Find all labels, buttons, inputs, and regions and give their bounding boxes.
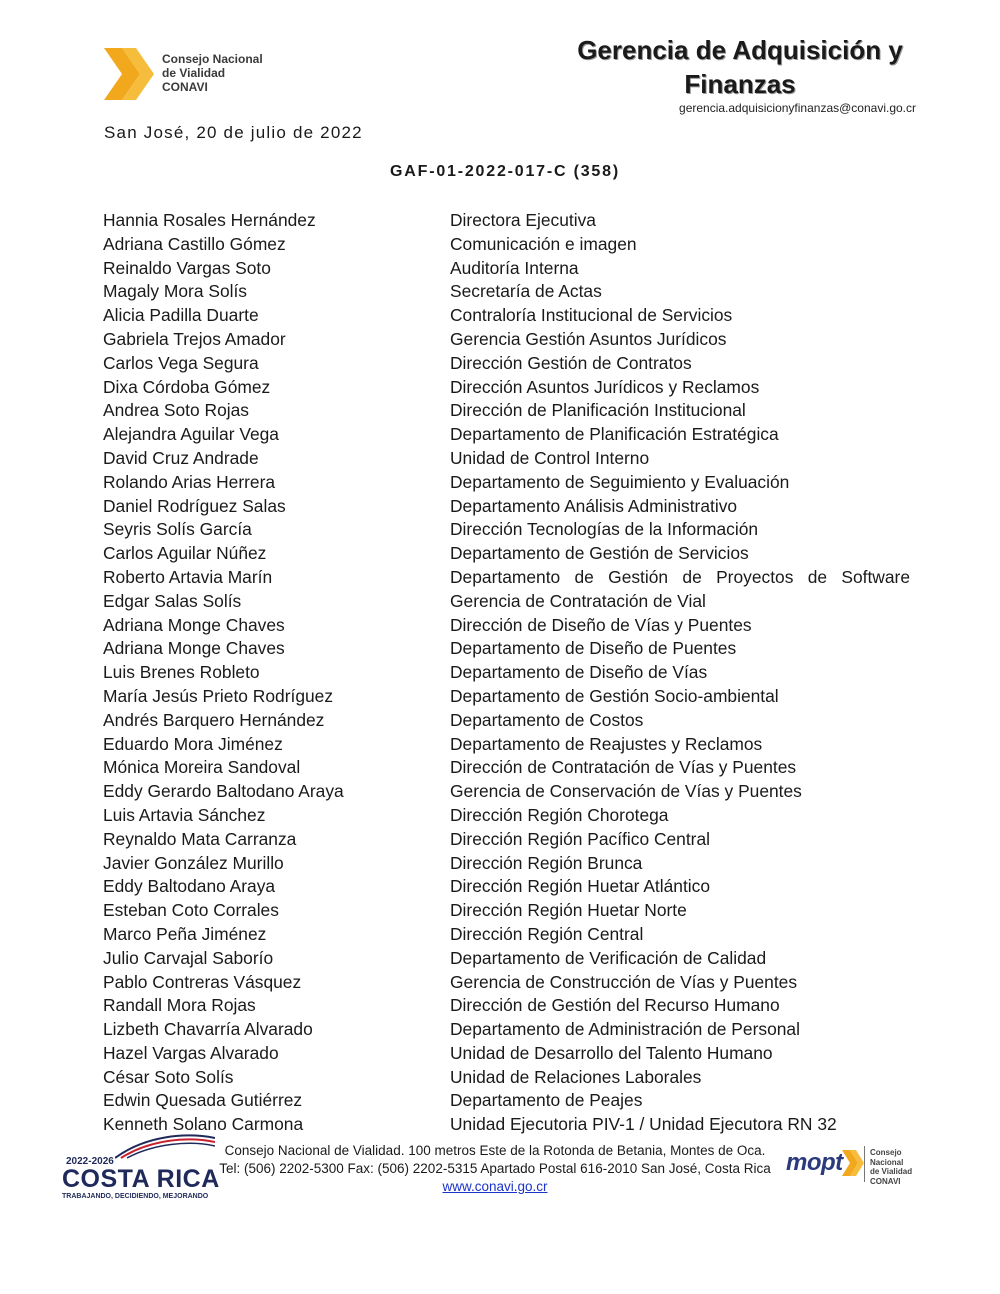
recipient-position: Unidad Ejecutoria PIV-1 / Unidad Ejecutora RN 32 xyxy=(450,1114,837,1135)
cr-name: COSTA RICA xyxy=(62,1165,220,1193)
logo-line: Consejo Nacional xyxy=(162,52,263,66)
recipient-name: Hazel Vargas Alvarado xyxy=(103,1042,279,1063)
recipient-name: Hannia Rosales Hernández xyxy=(103,210,316,230)
cr-tagline: TRABAJANDO, DECIDIENDO, MEJORANDO xyxy=(62,1193,209,1200)
recipient-row xyxy=(103,1066,913,1090)
conavi-chevron-icon xyxy=(100,44,160,104)
recipient-row xyxy=(103,566,913,590)
recipient-name: Andrea Soto Rojas xyxy=(103,400,249,421)
recipient-position: Departamento de Gestión de Servicios xyxy=(450,543,749,564)
recipient-row xyxy=(103,352,913,376)
recipient-row xyxy=(103,328,913,352)
recipient-name: Kenneth Solano Carmona xyxy=(103,1114,304,1135)
recipient-name: Alicia Padilla Duarte xyxy=(103,305,259,326)
recipient-position: Gerencia de Contratación de Vial xyxy=(450,590,706,611)
recipient-position: Dirección Región Huetar Atlántico xyxy=(450,876,711,897)
recipient-row xyxy=(103,233,913,257)
recipient-position: Auditoría Interna xyxy=(450,257,579,278)
reference-number: GAF-01-2022-017-C (358) xyxy=(390,163,620,180)
recipient-position: Secretaría de Actas xyxy=(450,281,602,302)
recipient-name: Eddy Baltodano Araya xyxy=(103,876,276,897)
recipient-name: Gabriela Trejos Amador xyxy=(103,328,286,349)
recipient-position: Dirección de Diseño de Vías y Puentes xyxy=(450,614,752,635)
recipient-name: María Jesús Prieto Rodríguez xyxy=(103,685,334,706)
recipient-name: Eduardo Mora Jiménez xyxy=(103,733,283,754)
recipient-name: Adriana Monge Chaves xyxy=(103,638,285,659)
recipient-position: Dirección de Planificación Institucional xyxy=(450,400,746,421)
recipient-row xyxy=(103,376,913,400)
recipient-row xyxy=(103,257,913,281)
recipient-row xyxy=(103,447,913,471)
recipient-name: Javier González Murillo xyxy=(103,852,284,873)
cr-years: 2022-2026 xyxy=(66,1156,114,1167)
logo-line: CONAVI xyxy=(162,80,208,94)
recipient-name: Roberto Artavia Marín xyxy=(103,566,273,587)
recipient-position: Departamento de Reajustes y Reclamos xyxy=(450,733,763,754)
recipient-position: Dirección Región Chorotega xyxy=(450,804,669,825)
recipient-name: Pablo Contreras Vásquez xyxy=(103,971,302,992)
recipient-row xyxy=(103,1018,913,1042)
recipient-row xyxy=(103,661,913,685)
recipient-name: Luis Artavia Sánchez xyxy=(103,804,266,825)
recipient-row xyxy=(103,709,913,733)
recipient-position: Dirección Asuntos Jurídicos y Reclamos xyxy=(450,376,760,397)
recipient-row xyxy=(103,280,913,304)
footer-address xyxy=(210,1142,780,1196)
recipient-position: Dirección de Contratación de Vías y Puentes xyxy=(450,757,797,778)
logo-line: de Vialidad xyxy=(162,66,226,80)
recipient-row xyxy=(103,590,913,614)
mopt-conavi-text xyxy=(870,1148,936,1186)
recipient-position: Departamento de Seguimiento y Evaluación xyxy=(450,471,790,492)
recipient-row xyxy=(103,304,913,328)
recipient-row xyxy=(103,614,913,638)
recipient-position: Dirección de Gestión del Recurso Humano xyxy=(450,995,780,1016)
recipient-name: Marco Peña Jiménez xyxy=(103,923,267,944)
recipient-name: David Cruz Andrade xyxy=(103,447,259,468)
conavi-logo-text xyxy=(162,52,263,94)
conavi-chevron-icon xyxy=(842,1148,866,1178)
mopt-divider xyxy=(864,1146,865,1182)
recipient-row xyxy=(103,1113,913,1137)
recipient-name: Daniel Rodríguez Salas xyxy=(103,495,286,516)
recipient-row xyxy=(103,471,913,495)
recipient-position: Departamento de Peajes xyxy=(450,1090,643,1111)
conavi-logo xyxy=(100,44,270,104)
recipient-row xyxy=(103,756,913,780)
recipient-row xyxy=(103,852,913,876)
recipient-position: Departamento de Gestión de Proyectos de Software xyxy=(450,566,910,587)
recipient-name: Rolando Arias Herrera xyxy=(103,471,276,492)
recipient-row xyxy=(103,637,913,661)
recipient-name: Seyris Solís García xyxy=(103,519,252,540)
footer-address-line: Consejo Nacional de Vialidad. 100 metros Este de la Rotonda de Betania, Montes de Oca. xyxy=(224,1143,766,1158)
recipient-name: Reinaldo Vargas Soto xyxy=(103,257,271,278)
recipient-position: Dirección Tecnologías de la Información xyxy=(450,519,759,540)
department-email[interactable]: gerencia.adquisicionyfinanzas@conavi.go.cr xyxy=(679,101,916,115)
letter-date: San José, 20 de julio de 2022 xyxy=(104,123,363,142)
recipient-row xyxy=(103,542,913,566)
recipient-name: Eddy Gerardo Baltodano Araya xyxy=(103,781,344,802)
recipient-position: Dirección Región Huetar Norte xyxy=(450,900,687,921)
recipient-name: Magaly Mora Solís xyxy=(103,281,248,302)
recipient-row xyxy=(103,994,913,1018)
recipient-row xyxy=(103,899,913,923)
mopt-logo xyxy=(786,1146,936,1186)
recipient-name: Adriana Monge Chaves xyxy=(103,614,285,635)
recipient-row xyxy=(103,780,913,804)
recipient-name: Adriana Castillo Gómez xyxy=(103,233,286,254)
department-title xyxy=(530,33,950,101)
recipient-name: Esteban Coto Corrales xyxy=(103,900,279,921)
recipient-name: Edgar Salas Solís xyxy=(103,590,242,611)
recipient-row xyxy=(103,518,913,542)
recipient-name: Andrés Barquero Hernández xyxy=(103,709,325,730)
website-link[interactable]: www.conavi.go.cr xyxy=(442,1179,548,1194)
recipient-position: Dirección Región Central xyxy=(450,923,644,944)
recipient-row xyxy=(103,875,913,899)
recipient-row xyxy=(103,828,913,852)
recipient-row xyxy=(103,733,913,757)
recipient-position: Comunicación e imagen xyxy=(450,233,637,254)
recipient-row xyxy=(103,423,913,447)
recipient-name: César Soto Solís xyxy=(103,1066,234,1087)
recipient-row xyxy=(103,495,913,519)
recipient-position: Gerencia de Conservación de Vías y Puentes xyxy=(450,781,802,802)
recipient-row xyxy=(103,399,913,423)
recipient-position: Unidad de Control Interno xyxy=(450,447,650,468)
recipient-name: Carlos Vega Segura xyxy=(103,352,259,373)
footer-address-line: Tel: (506) 2202-5300 Fax: (506) 2202-5315 Apartado Postal 616-2010 San José, Costa Rica xyxy=(219,1161,771,1176)
recipient-position: Directora Ejecutiva xyxy=(450,210,596,230)
recipient-position: Gerencia Gestión Asuntos Jurídicos xyxy=(450,328,727,349)
recipient-position: Departamento de Verificación de Calidad xyxy=(450,947,767,968)
recipient-position: Dirección Región Brunca xyxy=(450,852,643,873)
recipient-row xyxy=(103,971,913,995)
recipient-position: Departamento de Diseño de Vías xyxy=(450,662,708,683)
recipient-row xyxy=(103,209,913,233)
recipient-name: Mónica Moreira Sandoval xyxy=(103,757,301,778)
recipient-name: Dixa Córdoba Gómez xyxy=(103,376,271,397)
recipient-position: Gerencia de Construcción de Vías y Puentes xyxy=(450,971,798,992)
recipient-row xyxy=(103,804,913,828)
mopt-line: CONAVI xyxy=(870,1176,901,1186)
recipient-name: Julio Carvajal Saborío xyxy=(103,947,274,968)
recipient-row xyxy=(103,923,913,947)
recipient-name: Lizbeth Chavarría Alvarado xyxy=(103,1019,313,1040)
recipient-row xyxy=(103,1042,913,1066)
recipient-position: Departamento de Planificación Estratégica xyxy=(450,424,779,445)
recipient-position: Departamento de Costos xyxy=(450,709,644,730)
recipient-name: Alejandra Aguilar Vega xyxy=(103,424,279,445)
recipient-position: Unidad de Relaciones Laborales xyxy=(450,1066,702,1087)
recipient-row xyxy=(103,685,913,709)
recipient-name: Randall Mora Rojas xyxy=(103,995,256,1016)
recipient-row xyxy=(103,1089,913,1113)
costa-rica-logo xyxy=(60,1152,220,1207)
mopt-line: de Vialidad xyxy=(870,1167,913,1176)
recipient-name: Reynaldo Mata Carranza xyxy=(103,828,297,849)
department-title-line: Gerencia de Adquisición y xyxy=(577,35,903,65)
recipient-position: Unidad de Desarrollo del Talento Humano xyxy=(450,1042,773,1063)
department-title-line: Finanzas xyxy=(684,69,796,99)
recipient-position: Contraloría Institucional de Servicios xyxy=(450,305,733,326)
recipient-position: Dirección Región Pacífico Central xyxy=(450,828,711,849)
recipient-position: Dirección Gestión de Contratos xyxy=(450,352,692,373)
recipient-name: Carlos Aguilar Núñez xyxy=(103,543,267,564)
recipient-row xyxy=(103,947,913,971)
recipient-position: Departamento de Diseño de Puentes xyxy=(450,638,737,659)
recipient-position: Departamento de Administración de Personal xyxy=(450,1019,800,1040)
recipient-name: Edwin Quesada Gutiérrez xyxy=(103,1090,303,1111)
recipient-position: Departamento de Gestión Socio-ambiental xyxy=(450,685,779,706)
recipient-position: Departamento Análisis Administrativo xyxy=(450,495,738,516)
mopt-wordmark: mopt xyxy=(786,1149,843,1176)
mopt-line: Consejo Nacional xyxy=(870,1148,904,1167)
recipient-list xyxy=(103,209,913,1137)
recipient-name: Luis Brenes Robleto xyxy=(103,662,260,683)
